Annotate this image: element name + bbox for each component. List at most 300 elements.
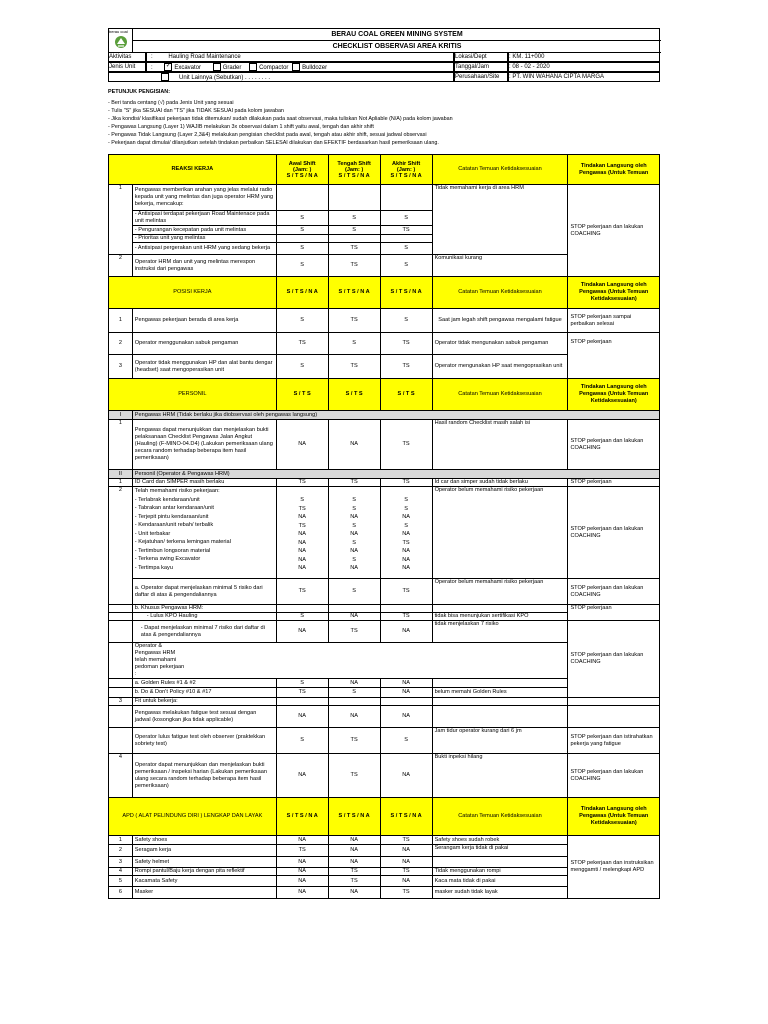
info-block [108, 52, 660, 82]
cell-awal[interactable]: NA [276, 836, 328, 845]
reaksi-header-row [109, 155, 660, 185]
cell-akhir[interactable]: S [380, 255, 432, 277]
checklist-table [108, 154, 660, 899]
section-title-posisi: POSISI KERJA [109, 277, 277, 309]
row-no: 1 [109, 420, 133, 470]
cell-awal[interactable]: TS [276, 333, 328, 355]
cell-tengah[interactable]: TS [328, 621, 380, 643]
cell-tengah[interactable] [328, 235, 380, 243]
col-awal-shift [276, 155, 328, 185]
aktivitas-label: Aktivitas [108, 52, 146, 62]
row-tindakan[interactable]: STOP pekerjaan [568, 605, 660, 621]
row-no: 6 [109, 887, 133, 899]
cell-akhir[interactable]: NA [380, 621, 432, 643]
row-no: 4 [109, 868, 133, 876]
row-catatan[interactable] [432, 698, 568, 706]
cell-akhir[interactable]: TS [380, 226, 432, 235]
cell-akhir[interactable]: NA [380, 688, 432, 698]
cell-awal[interactable] [276, 185, 328, 211]
section-title-personil: PERSONIL [109, 379, 277, 411]
row-catatan[interactable]: Hasil random Checklist masih salah isi [432, 420, 568, 470]
risk-value[interactable]: S [404, 497, 408, 504]
checkbox-icon[interactable] [213, 63, 221, 71]
jenis-unit-options [146, 62, 454, 72]
row-catatan[interactable]: Operator tidak mengunakan sabuk pengaman [432, 333, 568, 355]
table-row [109, 836, 660, 845]
cell-akhir[interactable]: NA [380, 754, 432, 798]
cell-awal[interactable] [276, 235, 328, 243]
row-no [109, 679, 133, 688]
cell-akhir[interactable] [380, 185, 432, 211]
unit-label: Compactor [259, 64, 289, 71]
table-row [109, 706, 660, 728]
row-tindakan[interactable]: STOP pekerjaan sampai perbaikan selesai [568, 309, 660, 333]
col-catatan: Catatan Temuan Ketidaksesuaian [432, 798, 568, 836]
row-text: Safety shoes [132, 836, 276, 845]
cell-akhir[interactable]: TS [380, 613, 432, 621]
col-stsna: S / T S / N A [286, 172, 318, 179]
row-text: Fit untuk bekerja: [132, 698, 276, 706]
cell-tengah[interactable]: S [328, 688, 380, 698]
table-row [109, 309, 660, 333]
col-stsna: S / T S / N A [390, 172, 422, 179]
risk-value[interactable]: NA [298, 565, 307, 572]
risk-value[interactable]: NA [298, 514, 307, 521]
row-tindakan[interactable]: STOP pekerjaan dan istirahatkan pekerja yang fatigue [568, 728, 660, 754]
row-text: Operator HRM dan unit yang melintas merespon instruksi dari pengawas [132, 255, 276, 277]
row-catatan[interactable]: Operator belum memahami risiko pekerjaan [432, 487, 568, 579]
cell-akhir[interactable]: TS [380, 836, 432, 845]
cell-awal[interactable]: NA [276, 887, 328, 899]
tanggal-label: Tanggal/Jam [454, 62, 508, 72]
risk-value[interactable]: NA [402, 531, 410, 538]
cell-akhir[interactable]: TS [380, 868, 432, 876]
apd-header-row [109, 798, 660, 836]
risk-value[interactable]: NA [402, 565, 410, 572]
petunjuk-line: - Pengawas Langsung (Layer 1) WAJIB melakukan 3x observasi dalam 1 shift yaitu awal, tengah dan akhir shift [108, 124, 374, 130]
col-catatan: Catatan Temuan Ketidaksesuaian [432, 155, 568, 185]
col-label: Tengah Shift [337, 160, 371, 167]
risk-value[interactable]: S [352, 539, 356, 546]
row-no [109, 621, 133, 643]
cell-awal[interactable]: S [276, 728, 328, 754]
cell-awal[interactable]: S [276, 309, 328, 333]
row-no: 2 [109, 487, 133, 605]
row-text: Pengawas dapat menunjukkan dan menjelaskan bukti pelaksanaan Checklist Pengawas Jalan Angkut (Hauling) (F-MINO-04.D4) (Lakukan pemeriksaan ulang secara random terhadap beberapa item hasil pemeriksaan) [132, 420, 276, 470]
col-label: Akhir Shift [391, 160, 421, 167]
cell-akhir[interactable]: NA [380, 679, 432, 688]
lokasi-label: Lokasi/Dept [454, 52, 508, 62]
logo-text: berau coal [109, 29, 128, 34]
risk-value[interactable]: NA [298, 548, 307, 555]
cell-tengah[interactable] [328, 605, 380, 613]
risk-value[interactable]: S [352, 556, 356, 563]
row-tindakan[interactable]: STOP pekerjaan [568, 333, 660, 379]
row-no: 1 [109, 185, 133, 255]
row-tindakan[interactable] [568, 706, 660, 728]
cell-tengah[interactable]: NA [328, 857, 380, 868]
leaf-logo-icon [114, 35, 128, 49]
row-tindakan[interactable]: STOP pekerjaan dan lakukan COACHING [568, 621, 660, 698]
table-row [109, 754, 660, 798]
col-stsna: S / T S / N A [328, 798, 380, 836]
table-row [109, 420, 660, 470]
cell-akhir[interactable]: NA [380, 706, 432, 728]
row-no: 3 [109, 698, 133, 706]
col-catatan: Catatan Temuan Ketidaksesuaian [432, 277, 568, 309]
col-tindakan: Tindakan Langsung oleh Pengawas (Untuk Temuan [568, 155, 660, 185]
cell-akhir[interactable]: TS [380, 355, 432, 379]
aktivitas-text: Hauling Road Maintenance [168, 54, 241, 60]
row-catatan[interactable]: Komunikasi kurang [432, 255, 568, 277]
checklist-sheet [108, 28, 660, 938]
cell-akhir[interactable]: S [380, 211, 432, 226]
row-text: Pengawas pekerjaan berada di area kerja [132, 309, 276, 333]
checkbox-icon[interactable] [161, 73, 169, 81]
row-catatan[interactable]: Tidak menggunakan rompi [432, 868, 568, 876]
risk-value[interactable]: S [352, 497, 356, 504]
colon: : [151, 54, 153, 60]
col-jam: (Jam: ) [292, 166, 312, 173]
col-stsna: S / T S / N A [380, 277, 432, 309]
cell-tengah[interactable]: S [328, 226, 380, 235]
cell-awal[interactable]: NA [276, 868, 328, 876]
cell-tengah[interactable] [328, 487, 380, 579]
col-stsna: S / T S / N A [328, 277, 380, 309]
section-title-apd: APD ( ALAT PELINDUNG DIRI ) LENGKAP DAN LAYAK [109, 798, 277, 836]
petunjuk-line: - Beri tanda centang (√) pada Jenis Unit yang sesuai [108, 100, 234, 106]
cell-akhir[interactable]: NA [380, 876, 432, 887]
table-row [109, 479, 660, 487]
risk-item: - Terkena swing Excavator [134, 556, 201, 562]
risk-value[interactable]: NA [350, 548, 359, 555]
row-no: 2 [109, 845, 133, 857]
document-title: BERAU COAL GREEN MINING SYSTEM [133, 29, 661, 41]
col-stsna: S / T S / N A [276, 277, 328, 309]
cell-akhir[interactable]: NA [380, 857, 432, 868]
cell-akhir[interactable]: NA [380, 845, 432, 857]
row-catatan[interactable]: Tidak memahami kerja di area HRM [432, 185, 568, 255]
cell-akhir[interactable] [380, 605, 432, 613]
row-catatan[interactable] [432, 605, 568, 613]
unit-option-grader[interactable] [213, 65, 242, 71]
col-sts: S / T S [276, 379, 328, 411]
checkbox-icon[interactable] [249, 63, 257, 71]
cell-tengah[interactable]: TS [328, 728, 380, 754]
risk-value[interactable]: NA [402, 556, 410, 563]
row-text: a. Golden Rules #1 & #2 [132, 679, 276, 688]
risk-item: - Tabrakan antar kendaraan/unit [134, 505, 214, 511]
personil-header-row [109, 379, 660, 411]
row-tindakan[interactable]: STOP pekerjaan dan lakukan COACHING [568, 185, 660, 277]
risk-item: - Kejatuhan/ terkena lemingan material [134, 539, 231, 545]
col-catatan: Catatan Temuan Ketidaksesuaian [432, 379, 568, 411]
col-stsna: S / T S / N A [276, 798, 328, 836]
row-tindakan[interactable]: STOP pekerjaan [568, 479, 660, 487]
petunjuk-line: - Pekerjaan dapat dimulai/ dilanjutkan setelah tindakan perbaikan SELESAI dilakukan dan EFEKTIF berdasarkan hasil pemeriksaan ulang. [108, 140, 439, 146]
cell-akhir[interactable] [380, 235, 432, 243]
risk-value[interactable]: S [352, 522, 356, 529]
cell-tengah[interactable]: NA [328, 845, 380, 857]
subsection-no: I [109, 411, 133, 420]
cell-tengah[interactable]: NA [328, 706, 380, 728]
cell-tengah[interactable] [328, 698, 380, 706]
row-no [109, 643, 133, 679]
unit-option-excavator[interactable] [164, 65, 201, 71]
risk-value[interactable]: NA [350, 514, 359, 521]
cell-akhir[interactable]: S [380, 309, 432, 333]
table-row [109, 333, 660, 355]
cell-awal[interactable]: NA [276, 857, 328, 868]
risk-list [132, 487, 276, 579]
cell-awal[interactable]: TS [276, 688, 328, 698]
subsection-no: II [109, 470, 133, 479]
subsection-row [109, 411, 660, 420]
cell-awal[interactable]: S [276, 679, 328, 688]
row-catatan[interactable]: belum memahi Golden Rules [432, 688, 568, 698]
cell-tengah[interactable]: TS [328, 355, 380, 379]
cell-awal[interactable] [276, 487, 328, 579]
risk-value[interactable]: TS [298, 522, 306, 529]
cell-tengah[interactable]: NA [328, 887, 380, 899]
row-no: 3 [109, 857, 133, 868]
col-tengah-shift [328, 155, 380, 185]
table-row [109, 185, 660, 211]
cell-awal[interactable]: TS [276, 579, 328, 605]
col-akhir-shift [380, 155, 432, 185]
unit-label: Excavator [174, 64, 202, 71]
petunjuk-block [108, 88, 660, 154]
row-text: Operator tidak menggunakan HP dan alat bantu dengar (headset) saat mengoperasikan unit [132, 355, 276, 379]
row-text: Operator & Pengawas HRM telah memahami pedoman pekerjaan : [132, 643, 568, 679]
row-no [109, 706, 133, 728]
risk-value[interactable]: S [300, 497, 305, 504]
row-catatan[interactable]: Operator belum memahami risiko pekerjaan [432, 579, 568, 605]
cell-tengah[interactable]: TS [328, 876, 380, 887]
cell-tengah[interactable]: NA [328, 420, 380, 470]
row-text: - Pengurangan kecepatan pada unit melintas [132, 226, 276, 235]
cell-awal[interactable]: NA [276, 706, 328, 728]
cell-tengah[interactable] [328, 185, 380, 211]
row-text: Kacamata Safety [132, 876, 276, 887]
row-text: Telah memahami risiko pekerjaan: [134, 488, 220, 494]
cell-awal[interactable]: TS [276, 845, 328, 857]
cell-awal[interactable]: NA [276, 621, 328, 643]
row-no [109, 605, 133, 613]
cell-akhir[interactable] [380, 698, 432, 706]
cell-tengah[interactable]: S [328, 211, 380, 226]
cell-akhir[interactable]: TS [380, 579, 432, 605]
risk-item: - Kendaraan/unit rebah/ terbalik [134, 522, 214, 528]
cell-tengah[interactable]: TS [328, 479, 380, 487]
row-tindakan[interactable]: STOP pekerjaan dan lakukan COACHING [568, 420, 660, 470]
petunjuk-line: - Jika kondisi/ klasifikasi pekerjaan tidak ditemukan/ sudah dilakukan pada saat observasi, maka tuliskan Not Apliable (N/A) pada kolom jawaban [108, 116, 453, 122]
row-no: 2 [109, 255, 133, 277]
cell-akhir[interactable]: TS [380, 887, 432, 899]
cell-tengah[interactable]: TS [328, 309, 380, 333]
cell-tengah[interactable]: NA [328, 613, 380, 621]
unit-lainnya-label: Unit Lainnya (Sebutkan) . . . . . . . . [179, 74, 271, 81]
cell-akhir[interactable]: S [380, 243, 432, 255]
row-catatan[interactable] [432, 679, 568, 688]
row-text: - Dapat menjelaskan minimal 7 risiko dari daftar di atas & pengendaliannya [132, 621, 276, 643]
risk-value[interactable]: NA [402, 548, 410, 555]
row-catatan[interactable]: Saat jam legah shift pengawas mengalami fatigue [432, 309, 568, 333]
cell-awal[interactable]: S [276, 355, 328, 379]
petunjuk-line: - Pengawas Tidak Langsung (Layer 2,3&4) melakukan pengisian checklist pada awal, tengah atau akhir shift, sesuai jadwal observasi [108, 132, 427, 138]
cell-awal[interactable]: NA [276, 876, 328, 887]
table-row [109, 621, 660, 643]
cell-awal[interactable] [276, 698, 328, 706]
row-catatan[interactable] [432, 857, 568, 868]
cell-awal[interactable]: S [276, 613, 328, 621]
row-text: b. Do & Don't Policy #10 & #17 [132, 688, 276, 698]
risk-item: - Tertimbun longsoran material [134, 547, 211, 554]
risk-value[interactable]: S [404, 505, 408, 512]
table-row [109, 605, 660, 613]
row-text: Operator dapat menunjukkan dan menjelaskan bukti pemeriksaan / inspeksi harian (Lakukan pemeriksaan ulang secara random terhadap beberapa item hasil pemeriksaan) [132, 754, 276, 798]
cell-akhir[interactable]: TS [380, 420, 432, 470]
row-tindakan[interactable] [568, 698, 660, 706]
risk-value[interactable]: S [404, 522, 408, 529]
row-catatan[interactable]: Safety shoes sudah robek [432, 836, 568, 845]
risk-value[interactable]: TS [298, 505, 306, 512]
col-stsna: S / T S / N A [338, 172, 370, 179]
row-catatan[interactable]: Jam tidur operator kurang dari 6 jm [432, 728, 568, 754]
row-catatan[interactable]: Id car dan simper sudah tidak berlaku [432, 479, 568, 487]
row-catatan[interactable]: tidak menjelaskan 7 risiko [432, 621, 568, 643]
row-catatan[interactable]: masker sudah tidak layak [432, 887, 568, 899]
cell-awal[interactable]: NA [276, 754, 328, 798]
row-no: 3 [109, 355, 133, 379]
row-text: Masker [132, 887, 276, 899]
risk-value[interactable]: NA [298, 539, 307, 546]
cell-akhir[interactable]: S [380, 728, 432, 754]
table-row [109, 487, 660, 579]
colon: : [151, 64, 153, 71]
perusahaan-value: : PT. WIN WAHANA CIPTA MARGA [508, 72, 660, 82]
row-catatan[interactable] [432, 706, 568, 728]
col-sts: S / T S [380, 379, 432, 411]
row-text: - Antisipasi pergerakan unit HRM yang sedang bekerja [132, 243, 276, 255]
risk-value[interactable]: TS [402, 539, 410, 546]
risk-item: - Tertimpa kayu [134, 564, 173, 571]
table-row [109, 579, 660, 605]
tanggal-value: : 08 - 02 - 2020 [508, 62, 660, 72]
posisi-header-row [109, 277, 660, 309]
cell-akhir[interactable]: TS [380, 333, 432, 355]
row-no: 4 [109, 754, 133, 798]
risk-value[interactable]: NA [402, 514, 410, 521]
cell-awal[interactable]: S [276, 211, 328, 226]
cell-tengah[interactable]: S [328, 333, 380, 355]
col-jam: (Jam: ) [344, 166, 364, 173]
row-catatan[interactable]: Operator mengunakan HP saat mengoprasikan unit [432, 355, 568, 379]
row-text: Operator menggunakan sabuk pengaman [132, 333, 276, 355]
perusahaan-label: Perusahaan/Site [454, 72, 508, 82]
row-text: Safety helmet [132, 857, 276, 868]
company-logo [109, 29, 133, 53]
row-no: 1 [109, 479, 133, 487]
col-tindakan: Tindakan Langsung oleh Pengawas (Untuk Temuan Ketidaksesuaian) [568, 798, 660, 836]
col-stsna: S / T S / N A [380, 798, 432, 836]
risk-value[interactable]: NA [298, 556, 307, 563]
row-no: 2 [109, 333, 133, 355]
cell-akhir[interactable] [380, 487, 432, 579]
cell-awal[interactable]: TS [276, 479, 328, 487]
risk-value[interactable]: NA [298, 531, 307, 538]
subsection-title: Pengawas HRM (Tidak berlaku jika diobservasi oleh pengawas langsung) [132, 411, 659, 420]
row-catatan[interactable]: tidak bisa menunjukan sertifikasi KPO [432, 613, 568, 621]
row-text: Pengawas memberikan arahan yang jelas melalui radio kepada unit yang melintas dan juga operator HRM yang bekerja, mencakup: [132, 185, 276, 211]
unit-option-compactor[interactable] [249, 65, 288, 71]
checkbox-icon[interactable] [292, 63, 300, 71]
aktivitas-value [146, 52, 454, 62]
risk-value[interactable]: NA [350, 531, 359, 538]
risk-value[interactable]: S [352, 505, 356, 512]
col-sts: S / T S [328, 379, 380, 411]
cell-tengah[interactable]: TS [328, 243, 380, 255]
row-text: Rompi pantul/Baju kerja dengan pita reflektif [132, 868, 276, 876]
risk-value[interactable]: NA [350, 565, 359, 572]
checkbox-checked-icon[interactable]: ✓ [165, 63, 171, 69]
cell-tengah[interactable]: TS [328, 868, 380, 876]
row-tindakan[interactable]: STOP pekerjaan dan lakukan COACHING [568, 579, 660, 605]
cell-tengah[interactable]: TS [328, 255, 380, 277]
cell-awal[interactable]: S [276, 243, 328, 255]
cell-awal[interactable] [276, 605, 328, 613]
cell-awal[interactable]: S [276, 226, 328, 235]
cell-tengah[interactable]: S [328, 579, 380, 605]
row-text: - Antisipasi terdapat pekerjaan Road Maintenace pada unit melintas [132, 211, 276, 226]
row-catatan[interactable]: Kaca mata tidak di pakai [432, 876, 568, 887]
row-no: 1 [109, 836, 133, 845]
row-tindakan[interactable]: STOP pekerjaan dan lakukan COACHING [568, 487, 660, 579]
cell-awal[interactable]: NA [276, 420, 328, 470]
cell-tengah[interactable]: TS [328, 754, 380, 798]
row-no [109, 688, 133, 698]
unit-option-lainnya[interactable] [161, 75, 270, 81]
row-tindakan[interactable]: STOP pekerjaan dan instruksikan menggamti / melengkapi APD [568, 836, 660, 899]
cell-akhir[interactable]: TS [380, 479, 432, 487]
risk-item: - Terlabrak kendaraan/unit [134, 496, 200, 503]
document-subtitle: CHECKLIST OBSERVASI AREA KRITIS [133, 41, 661, 53]
unit-option-bulldozer[interactable] [292, 65, 327, 71]
cell-tengah[interactable]: NA [328, 836, 380, 845]
cell-awal[interactable]: S [276, 255, 328, 277]
row-no: 1 [109, 309, 133, 333]
row-text: - Lulus KPO Hauling [132, 613, 276, 621]
row-no: 5 [109, 876, 133, 887]
col-tindakan: Tindakan Langsung oleh Pengawas (Untuk Temuan Ketidaksesuaian) [568, 277, 660, 309]
row-text: Operator lulus fatigue test oleh observer (praktekkan sobriety test) [132, 728, 276, 754]
row-text: Seragam kerja [132, 845, 276, 857]
col-label: Awal Shift [288, 160, 316, 167]
row-no [109, 728, 133, 754]
unit-lainnya-row [108, 72, 454, 82]
row-text: Pengawas melakukan fatigue test sesuai dengan jadwal (kosongkan jika tidak applicable) [132, 706, 276, 728]
risk-item: - Unit terbakar [134, 530, 171, 537]
row-tindakan[interactable]: STOP pekerjaan dan lakukan COACHING [568, 754, 660, 798]
section-title-reaksi: REAKSI KERJA [109, 155, 277, 185]
cell-tengah[interactable]: NA [328, 679, 380, 688]
row-catatan[interactable]: Serangam kerja tidak di pakai [432, 845, 568, 857]
petunjuk-heading: PETUNJUK PENGISIAN: [108, 89, 171, 95]
subsection-row [109, 470, 660, 479]
lokasi-value: : KM. 11+000 [508, 52, 660, 62]
row-text: - Prioritas unit yang melintas [132, 235, 276, 243]
row-catatan[interactable]: Bukti inpeksi hilang [432, 754, 568, 798]
